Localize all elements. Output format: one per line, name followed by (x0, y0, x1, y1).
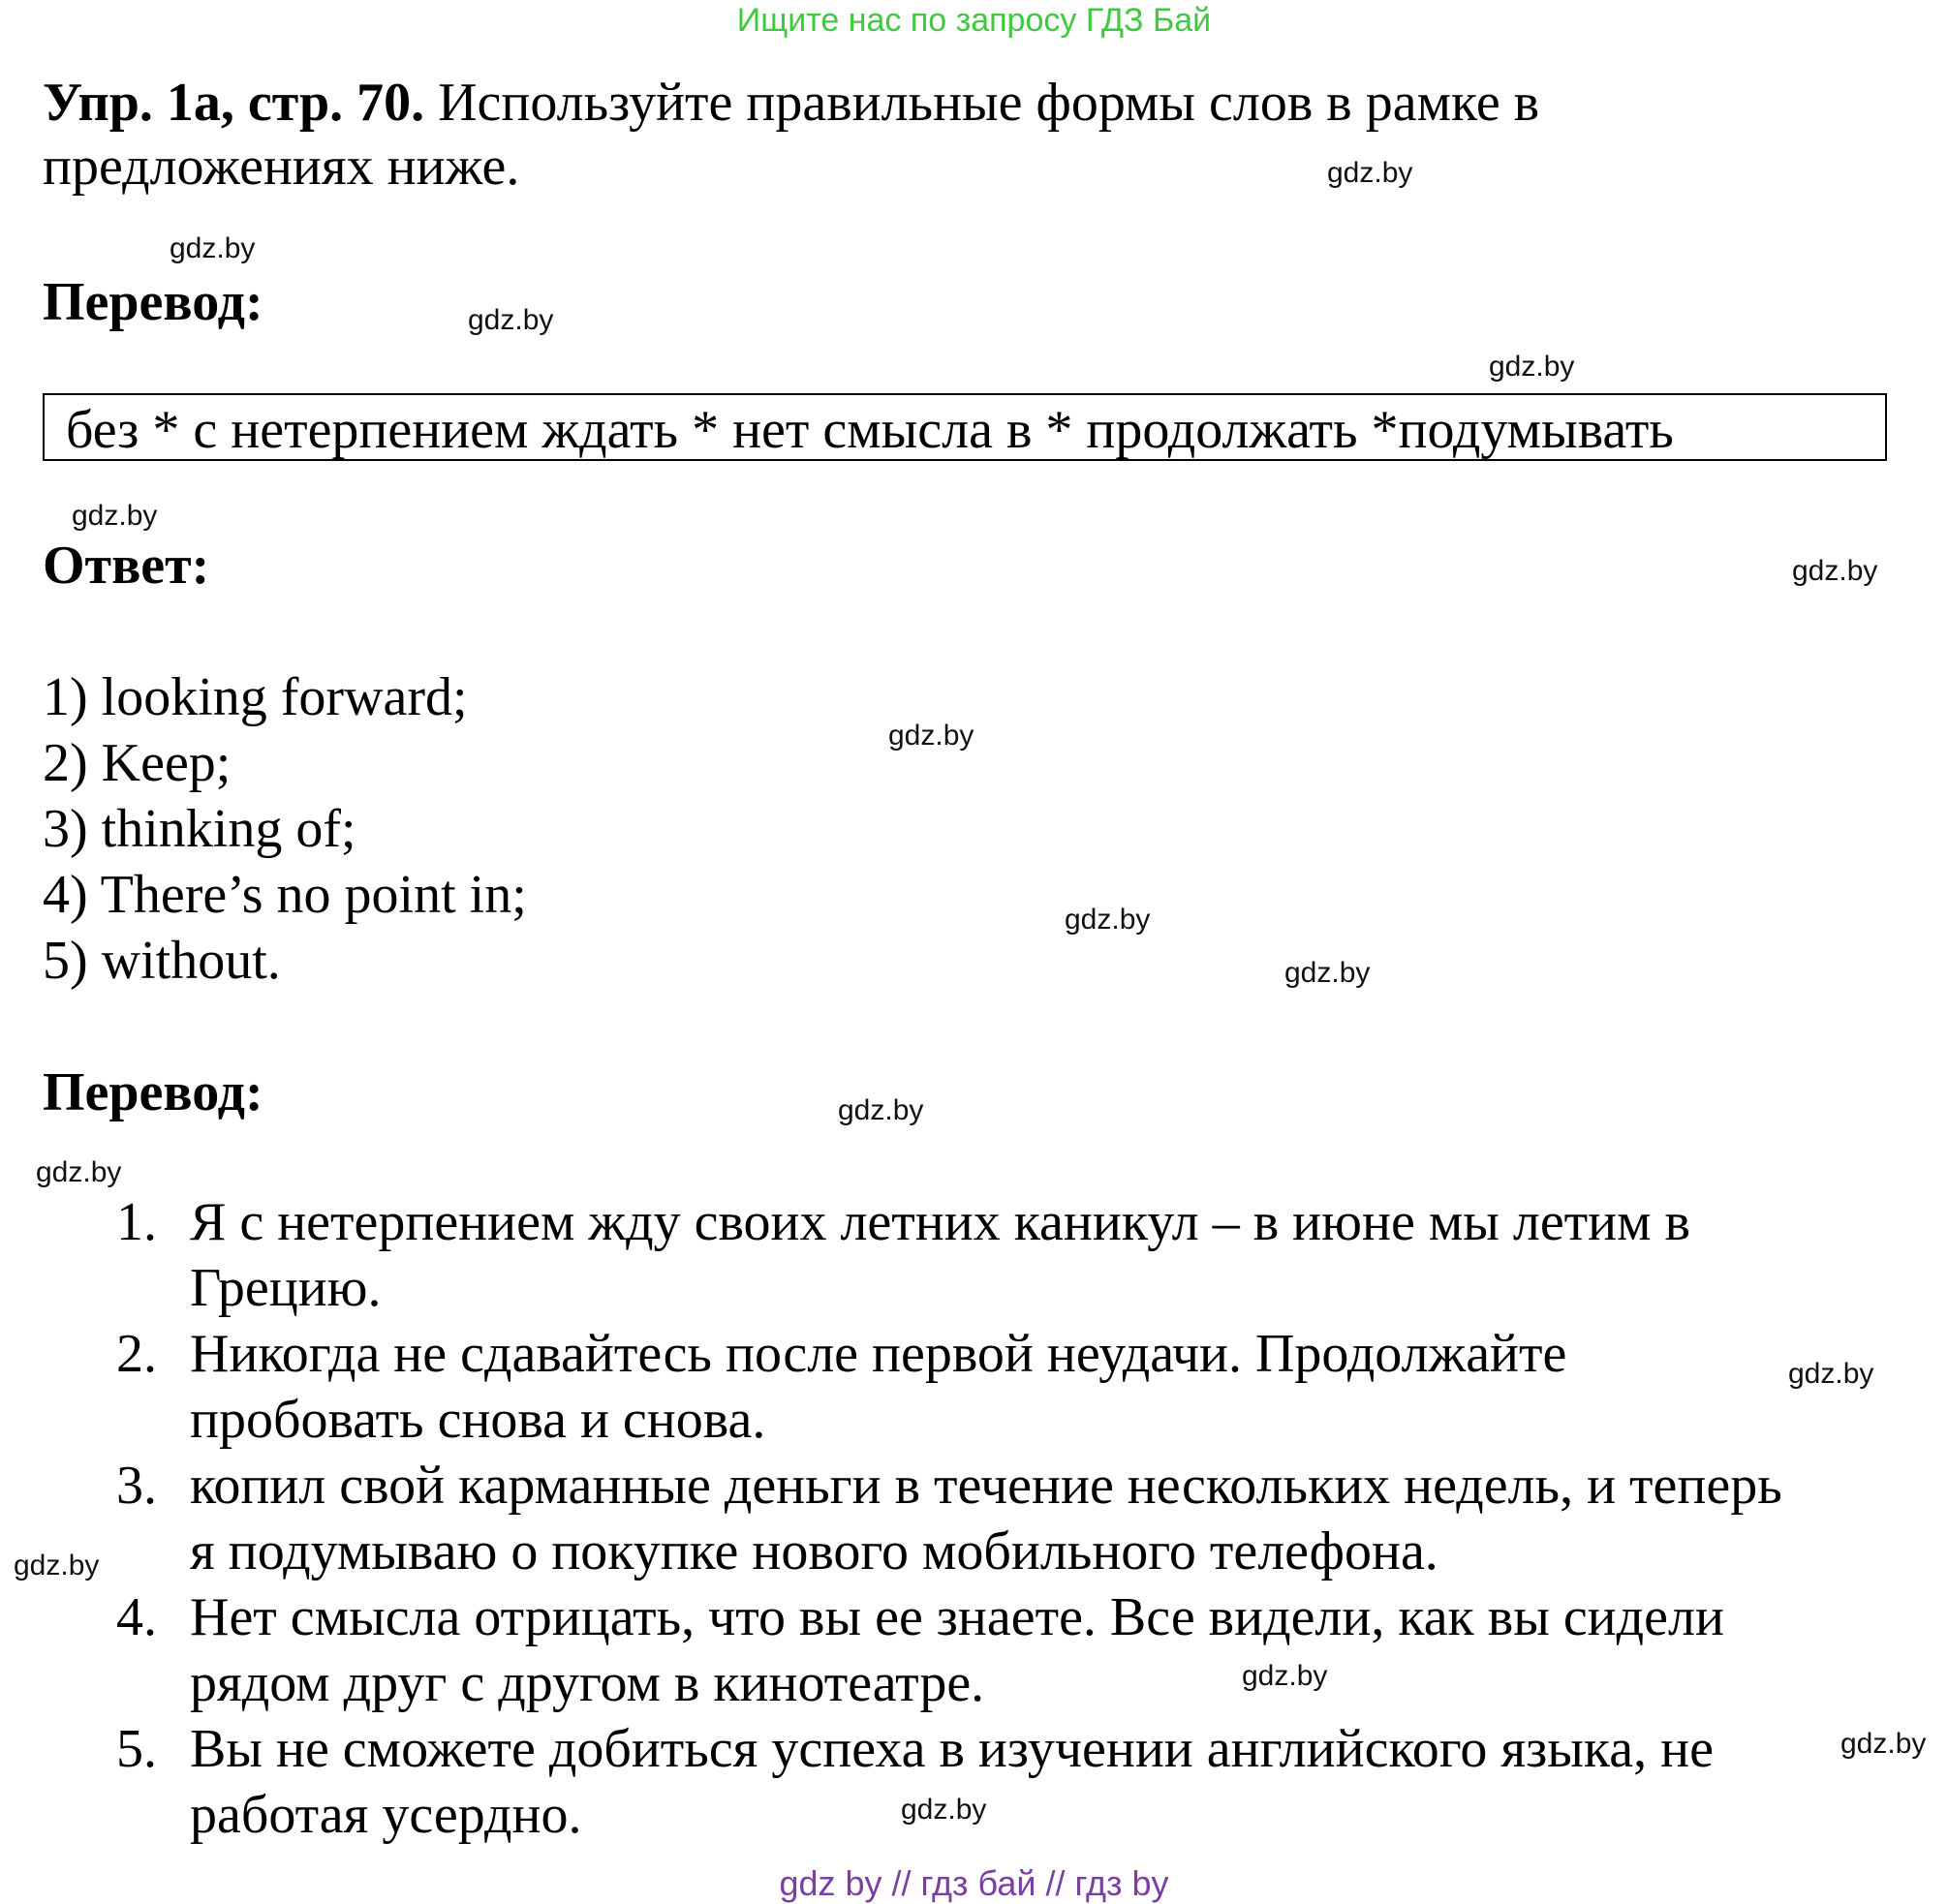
answer-heading: Ответ: (43, 536, 210, 596)
translation-line: пробовать снова и снова. (190, 1390, 766, 1450)
translation-item-5 (0, 1716, 1948, 1848)
watermark: gdz.by (72, 500, 158, 532)
answer-item: 5) without. (43, 931, 281, 991)
exercise-instruction-2: предложениях ниже. (43, 137, 520, 197)
translation-line: копил свой карманные деньги в течение нескольких недель, и теперь (190, 1456, 1782, 1516)
answer-item: 3) thinking of; (43, 799, 356, 859)
translation-item-2 (0, 1321, 1948, 1453)
exercise-instruction-1: Используйте правильные формы слов в рамке в (438, 73, 1540, 133)
watermark: gdz.by (1327, 157, 1413, 189)
watermark: gdz.by (1242, 1660, 1328, 1692)
watermark: gdz.by (888, 720, 974, 752)
translation-item-1 (0, 1189, 1948, 1321)
translation-heading-2: Перевод: (43, 1062, 263, 1122)
translation-line: работая усердно. (190, 1785, 582, 1845)
translation-item-4 (0, 1584, 1948, 1716)
list-number: 2. (116, 1324, 157, 1384)
top-banner: Ищите нас по запросу ГДЗ Бай (736, 2, 1212, 39)
translation-line: рядом друг с другом в кинотеатре. (190, 1653, 985, 1713)
answer-item: 4) There’s no point in; (43, 865, 527, 925)
exercise-ref: Упр. 1а, стр. 70. (43, 73, 425, 133)
watermark: gdz.by (1788, 1358, 1874, 1390)
list-number: 3. (116, 1456, 157, 1516)
translation-line: Вы не сможете добиться успеха в изучении английского языка, не (190, 1719, 1714, 1779)
translation-line: Никогда не сдавайтесь после первой неудачи. Продолжайте (190, 1324, 1567, 1384)
list-number: 1. (116, 1192, 157, 1252)
list-number: 5. (116, 1719, 157, 1779)
translation-heading-1: Перевод: (43, 272, 263, 332)
watermark: gdz.by (838, 1094, 924, 1126)
translation-line: Нет смысла отрицать, что вы ее знаете. Все видели, как вы сидели (190, 1587, 1724, 1647)
watermark: gdz.by (901, 1794, 987, 1826)
watermark: gdz.by (1284, 957, 1371, 989)
translation-item-3 (0, 1453, 1948, 1584)
watermark: gdz.by (1840, 1728, 1927, 1760)
list-number: 4. (116, 1587, 157, 1647)
watermark: gdz.by (36, 1156, 122, 1188)
watermark: gdz.by (468, 304, 554, 336)
translation-line: Я с нетерпением жду своих летних каникул – в июне мы летим в (190, 1192, 1690, 1252)
exercise-header-line1 (43, 70, 1539, 136)
answer-item: 1) looking forward; (43, 667, 468, 727)
word-box-text: без * с нетерпением ждать * нет смысла в * продолжать *подумывать (66, 400, 1674, 460)
bottom-banner: gdz by // гдз бай // гдз by (779, 1863, 1169, 1903)
watermark: gdz.by (1792, 555, 1878, 587)
translation-line: я подумываю о покупке нового мобильного телефона. (190, 1521, 1438, 1582)
translation-line: Грецию. (190, 1258, 382, 1318)
answer-item: 2) Keep; (43, 733, 232, 793)
watermark: gdz.by (1065, 904, 1151, 936)
watermark: gdz.by (170, 232, 256, 264)
watermark: gdz.by (1489, 351, 1575, 383)
watermark: gdz.by (14, 1550, 100, 1582)
